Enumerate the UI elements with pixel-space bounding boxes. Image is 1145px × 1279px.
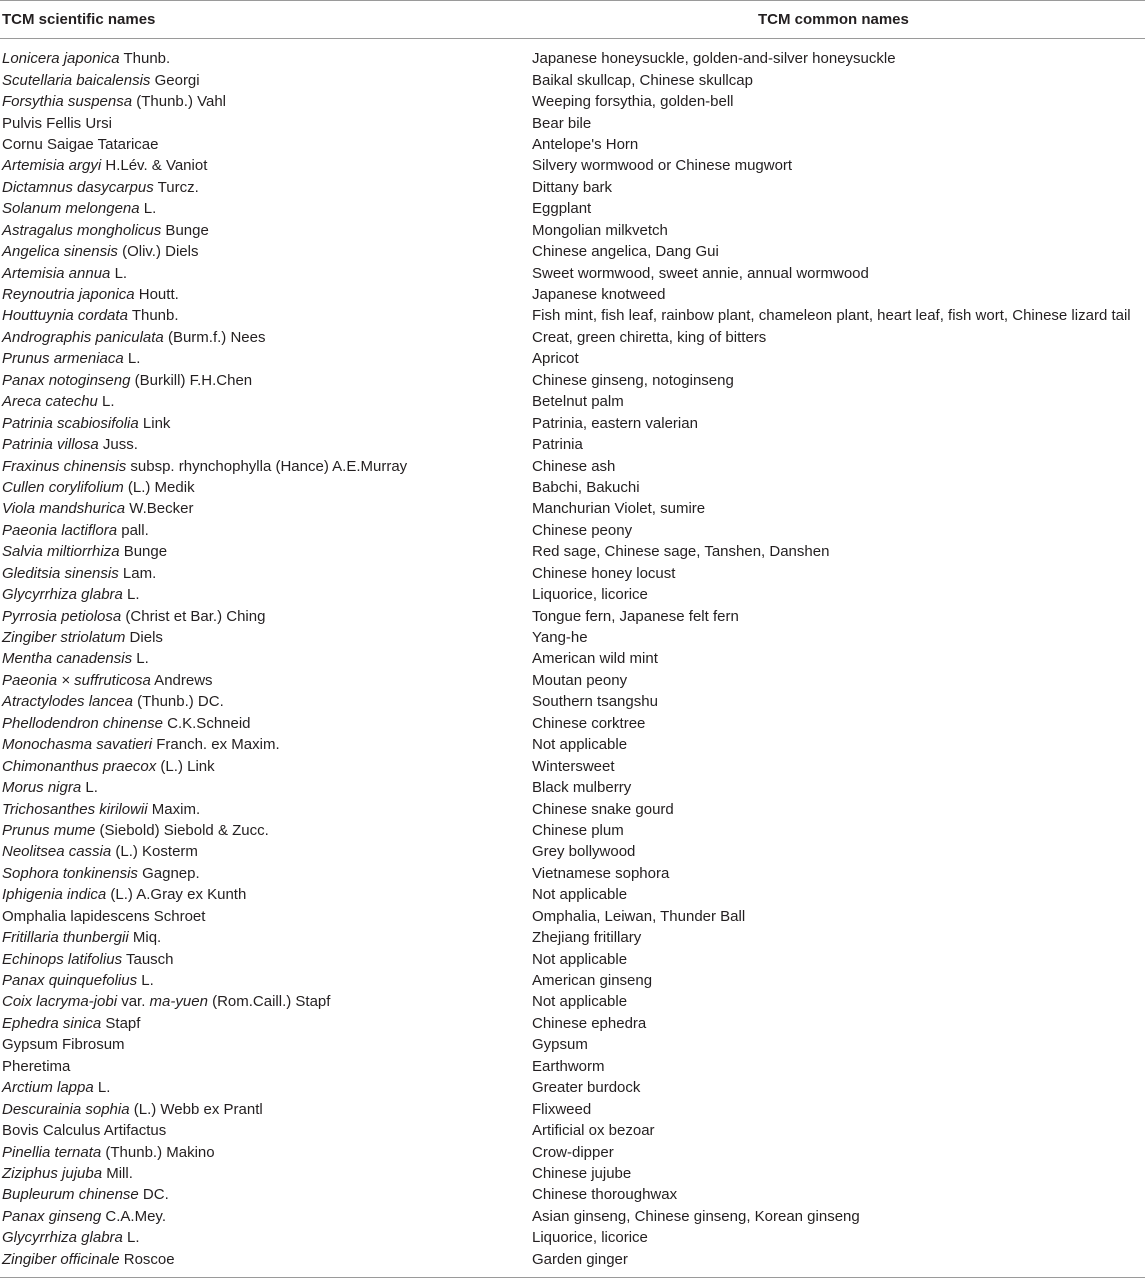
- table-row: [0, 1013, 1145, 1034]
- scientific-name-cell: [0, 200, 532, 217]
- table-row: [0, 412, 1145, 433]
- common-name-cell: Baikal skullcap, Chinese skullcap: [532, 71, 753, 89]
- table-row: [0, 648, 1145, 669]
- species-name-italic: Zingiber officinale: [2, 1250, 120, 1268]
- authority-text: L.: [122, 1229, 140, 1247]
- common-name-cell: Chinese plum: [532, 821, 624, 839]
- authority-text: Bunge: [161, 221, 209, 239]
- scientific-name-cell: [0, 865, 532, 882]
- table-row: [0, 1034, 1145, 1055]
- authority-text: Link: [138, 414, 171, 432]
- species-name-italic: Coix lacryma-jobi: [2, 993, 118, 1011]
- table-row: [0, 605, 1145, 626]
- species-name-italic: Zingiber striolatum: [2, 629, 126, 647]
- scientific-name-cell: [0, 329, 532, 346]
- table-row: [0, 48, 1145, 69]
- common-name-cell: Omphalia, Leiwan, Thunder Ball: [532, 907, 746, 925]
- common-name-cell: Dittany bark: [532, 178, 613, 196]
- scientific-name-cell: [0, 1015, 532, 1032]
- common-name-cell: Silvery wormwood or Chinese mugwort: [532, 157, 793, 175]
- table-row: [0, 498, 1145, 519]
- species-name-italic: Scutellaria baicalensis: [2, 71, 151, 89]
- common-name-cell: Black mulberry: [532, 779, 632, 797]
- common-name-cell: Not applicable: [532, 886, 628, 904]
- common-name-cell: Creat, green chiretta, king of bitters: [532, 328, 767, 346]
- species-name-italic: Morus nigra: [2, 779, 82, 797]
- species-name-italic: Areca catechu: [2, 393, 98, 411]
- common-name-cell: Eggplant: [532, 200, 592, 218]
- species-name-italic: Gleditsia sinensis: [2, 564, 119, 582]
- scientific-name-cell: [0, 72, 532, 89]
- table-row: [0, 541, 1145, 562]
- table-row: [0, 177, 1145, 198]
- species-name-italic: Descurainia sophia: [2, 1100, 130, 1118]
- species-name-italic: Fraxinus chinensis: [2, 457, 127, 475]
- species-name-italic: Arctium lappa: [2, 1079, 94, 1097]
- table-row: [0, 820, 1145, 841]
- table-row: [0, 1141, 1145, 1162]
- common-name-cell: Weeping forsythia, golden-bell: [532, 93, 734, 111]
- authority-text: (Siebold) Siebold & Zucc.: [95, 821, 269, 839]
- authority-text: Gypsum Fibrosum: [2, 1036, 125, 1054]
- common-name-cell: Chinese ginseng, notoginseng: [532, 371, 734, 389]
- common-name-cell: Red sage, Chinese sage, Tanshen, Danshen: [532, 543, 830, 561]
- species-name-italic: Artemisia argyi: [2, 157, 102, 175]
- scientific-name-cell: [0, 458, 532, 475]
- table-row: [0, 755, 1145, 776]
- authority-text: (L.) Medik: [123, 478, 195, 496]
- scientific-name-cell: [0, 758, 532, 775]
- table-row: [0, 348, 1145, 369]
- common-name-cell: Babchi, Bakuchi: [532, 478, 640, 496]
- authority-text: Stapf: [101, 1014, 141, 1032]
- table-row: [0, 863, 1145, 884]
- species-name-italic: Cullen corylifolium: [2, 478, 124, 496]
- scientific-name-cell: [0, 693, 532, 710]
- common-name-cell: Southern tsangshu: [532, 693, 658, 711]
- common-name-cell: Chinese snake gourd: [532, 800, 674, 818]
- species-name-italic: Pyrrosia petiolosa: [2, 607, 122, 625]
- authority-text: Andrews: [150, 671, 213, 689]
- authority-text: (Oliv.) Diels: [117, 243, 199, 261]
- table-row: [0, 112, 1145, 133]
- authority-text: H.Lév. & Vaniot: [101, 157, 208, 175]
- table-body: [0, 48, 1145, 1270]
- common-name-cell: Patrinia, eastern valerian: [532, 414, 698, 432]
- scientific-name-cell: [0, 1208, 532, 1225]
- scientific-name-cell: [0, 650, 532, 667]
- authority-text: (Burkill) F.H.Chen: [130, 371, 253, 389]
- authority-text: Bovis Calculus Artifactus: [2, 1122, 167, 1140]
- scientific-name-cell: [0, 115, 532, 132]
- authority-text: pall.: [117, 521, 149, 539]
- species-name-italic: Prunus armeniaca: [2, 350, 124, 368]
- table-row: [0, 1056, 1145, 1077]
- table-row: [0, 777, 1145, 798]
- table-row: [0, 948, 1145, 969]
- common-name-cell: Apricot: [532, 350, 579, 368]
- table-row: [0, 155, 1145, 176]
- common-name-cell: Grey bollywood: [532, 843, 636, 861]
- species-name-italic: Artemisia annua: [2, 264, 111, 282]
- scientific-name-cell: [0, 993, 532, 1010]
- scientific-name-cell: [0, 1122, 532, 1139]
- species-name-italic: Fritillaria thunbergii: [2, 929, 129, 947]
- table-row: [0, 670, 1145, 691]
- authority-text: (Thunb.) Makino: [101, 1143, 215, 1161]
- table-row: [0, 284, 1145, 305]
- authority-text: (Burm.f.) Nees: [163, 328, 266, 346]
- table-row: [0, 734, 1145, 755]
- species-name-italic: Salvia miltiorrhiza: [2, 543, 120, 561]
- species-name-italic: Reynoutria japonica: [2, 286, 135, 304]
- authority-text: L.: [97, 393, 115, 411]
- scientific-name-cell: [0, 779, 532, 796]
- common-name-cell: Chinese honey locust: [532, 564, 676, 582]
- common-name-cell: Chinese jujube: [532, 1164, 632, 1182]
- table-row: [0, 884, 1145, 905]
- authority-text: Georgi: [150, 71, 200, 89]
- authority-text: L.: [137, 972, 154, 990]
- common-name-cell: Antelope's Horn: [532, 135, 639, 153]
- common-name-cell: Garden ginger: [532, 1250, 628, 1268]
- table-row: [0, 1098, 1145, 1119]
- authority-text: C.A.Mey.: [101, 1207, 166, 1225]
- common-name-cell: Flixweed: [532, 1100, 592, 1118]
- table-row: [0, 927, 1145, 948]
- common-name-cell: Fish mint, fish leaf, rainbow plant, chameleon plant, heart leaf, fish wort, Chinese lizard tail: [532, 307, 1131, 325]
- species-name-italic: ma-yuen: [149, 993, 208, 1011]
- species-name-italic: Echinops latifolius: [2, 950, 123, 968]
- common-name-cell: Mongolian milkvetch: [532, 221, 668, 239]
- species-name-italic: Houttuynia cordata: [2, 307, 128, 325]
- table-row: [0, 1184, 1145, 1205]
- common-name-cell: American wild mint: [532, 650, 658, 668]
- common-name-cell: Not applicable: [532, 950, 628, 968]
- table-row: [0, 477, 1145, 498]
- species-name-italic: Sophora tonkinensis: [2, 864, 138, 882]
- table-row: [0, 798, 1145, 819]
- scientific-name-cell: [0, 715, 532, 732]
- scientific-name-cell: [0, 972, 532, 989]
- table-row: [0, 906, 1145, 927]
- table-row: [0, 1249, 1145, 1270]
- common-name-cell: Patrinia: [532, 436, 583, 454]
- common-name-cell: Crow-dipper: [532, 1143, 614, 1161]
- common-name-cell: Yang-he: [532, 629, 588, 647]
- common-name-cell: Chinese corktree: [532, 714, 646, 732]
- common-name-cell: Liquorice, licorice: [532, 586, 648, 604]
- species-name-italic: Neolitsea cassia: [2, 843, 112, 861]
- common-name-cell: Artificial ox bezoar: [532, 1122, 655, 1140]
- common-name-cell: Asian ginseng, Chinese ginseng, Korean ginseng: [532, 1207, 860, 1225]
- scientific-name-cell: [0, 1101, 532, 1118]
- authority-text: L.: [110, 264, 128, 282]
- common-name-cell: American ginseng: [532, 972, 653, 990]
- species-name-italic: Atractylodes lancea: [2, 693, 133, 711]
- species-name-italic: Iphigenia indica: [2, 886, 107, 904]
- table-row: [0, 1206, 1145, 1227]
- authority-text: Omphalia lapidescens Schroet: [2, 907, 206, 925]
- table-row: [0, 370, 1145, 391]
- authority-text: L.: [132, 650, 149, 668]
- authority-text: C.K.Schneid: [162, 714, 251, 732]
- table-row: [0, 991, 1145, 1012]
- common-name-cell: Earthworm: [532, 1057, 605, 1075]
- scientific-name-cell: [0, 822, 532, 839]
- authority-text: (Thunb.) Vahl: [132, 93, 227, 111]
- scientific-name-cell: [0, 222, 532, 239]
- common-name-cell: Chinese angelica, Dang Gui: [532, 243, 719, 261]
- scientific-name-cell: [0, 522, 532, 539]
- common-name-cell: Chinese ash: [532, 457, 616, 475]
- authority-text: (L.) A.Gray ex Kunth: [106, 886, 247, 904]
- species-name-italic: Patrinia scabiosifolia: [2, 414, 139, 432]
- authority-text: (Rom.Caill.) Stapf: [207, 993, 331, 1011]
- table-row: [0, 327, 1145, 348]
- common-name-cell: Tongue fern, Japanese felt fern: [532, 607, 739, 625]
- species-name-italic: Phellodendron chinense: [2, 714, 163, 732]
- scientific-name-cell: [0, 629, 532, 646]
- scientific-name-cell: [0, 1165, 532, 1182]
- species-name-italic: Panax ginseng: [2, 1207, 102, 1225]
- table-row: [0, 262, 1145, 283]
- authority-text: Lam.: [118, 564, 157, 582]
- table-row: [0, 627, 1145, 648]
- common-name-cell: Bear bile: [532, 114, 592, 132]
- scientific-name-cell: [0, 908, 532, 925]
- table-row: [0, 584, 1145, 605]
- authority-text: (L.) Webb ex Prantl: [129, 1100, 263, 1118]
- common-name-cell: Vietnamese sophora: [532, 864, 670, 882]
- species-name-italic: Trichosanthes kirilowii: [2, 800, 148, 818]
- authority-text: L.: [81, 779, 98, 797]
- authority-text: Houtt.: [134, 286, 179, 304]
- species-name-italic: Lonicera japonica: [2, 50, 120, 68]
- authority-text: (L.) Kosterm: [111, 843, 198, 861]
- authority-text: subsp. rhynchophylla (Hance) A.E.Murray: [126, 457, 408, 475]
- species-name-italic: Bupleurum chinense: [2, 1186, 139, 1204]
- scientific-name-cell: [0, 179, 532, 196]
- authority-text: (Thunb.) DC.: [132, 693, 224, 711]
- scientific-name-cell: [0, 372, 532, 389]
- species-name-italic: Solanum melongena: [2, 200, 140, 218]
- scientific-name-cell: [0, 1144, 532, 1161]
- common-name-cell: Chinese peony: [532, 521, 633, 539]
- common-name-cell: Moutan peony: [532, 671, 628, 689]
- species-name-italic: Paeonia × suffruticosa: [2, 671, 151, 689]
- table-row: [0, 391, 1145, 412]
- table-row: [0, 134, 1145, 155]
- authority-text: L.: [122, 586, 140, 604]
- authority-text: Thunb.: [127, 307, 179, 325]
- scientific-name-cell: [0, 886, 532, 903]
- scientific-name-cell: [0, 1079, 532, 1096]
- scientific-name-cell: [0, 393, 532, 410]
- common-name-cell: Japanese knotweed: [532, 286, 666, 304]
- species-name-italic: Astragalus mongholicus: [2, 221, 162, 239]
- scientific-name-cell: [0, 436, 532, 453]
- common-name-cell: Zhejiang fritillary: [532, 929, 642, 947]
- table-row: [0, 455, 1145, 476]
- scientific-name-cell: [0, 608, 532, 625]
- table-row: [0, 563, 1145, 584]
- species-name-italic: Chimonanthus praecox: [2, 757, 157, 775]
- table-row: [0, 434, 1145, 455]
- table-row: [0, 970, 1145, 991]
- species-name-italic: Forsythia suspensa: [2, 93, 133, 111]
- species-name-italic: Ephedra sinica: [2, 1014, 102, 1032]
- authority-text: DC.: [138, 1186, 169, 1204]
- table-row: [0, 220, 1145, 241]
- common-name-cell: Betelnut palm: [532, 393, 624, 411]
- species-name-italic: Viola mandshurica: [2, 500, 126, 518]
- common-name-cell: Not applicable: [532, 736, 628, 754]
- authority-text: Maxim.: [147, 800, 201, 818]
- table-row: [0, 241, 1145, 262]
- authority-text: L.: [139, 200, 157, 218]
- scientific-name-cell: [0, 543, 532, 560]
- common-name-cell: Greater burdock: [532, 1079, 641, 1097]
- authority-text: Juss.: [98, 436, 138, 454]
- table-row: [0, 713, 1145, 734]
- scientific-name-cell: [0, 415, 532, 432]
- scientific-name-cell: [0, 1036, 532, 1053]
- table-header: [0, 0, 1145, 38]
- table-row: [0, 841, 1145, 862]
- scientific-name-cell: [0, 50, 532, 67]
- table-row: [0, 1120, 1145, 1141]
- scientific-name-cell: [0, 736, 532, 753]
- species-name-italic: Glycyrrhiza glabra: [2, 586, 123, 604]
- scientific-name-cell: [0, 843, 532, 860]
- scientific-name-cell: [0, 286, 532, 303]
- header-scientific-names: TCM scientific names: [2, 11, 156, 28]
- authority-text: L.: [123, 350, 141, 368]
- table-row: [0, 69, 1145, 90]
- header-rule: [0, 38, 1145, 39]
- species-name-italic: Patrinia villosa: [2, 436, 99, 454]
- scientific-name-cell: [0, 929, 532, 946]
- common-name-cell: Manchurian Violet, sumire: [532, 500, 706, 518]
- species-name-italic: Monochasma savatieri: [2, 736, 153, 754]
- table-row: [0, 91, 1145, 112]
- common-name-cell: Chinese thoroughwax: [532, 1186, 678, 1204]
- common-name-cell: Gypsum: [532, 1036, 588, 1054]
- species-name-italic: Mentha canadensis: [2, 650, 133, 668]
- table-row: [0, 1077, 1145, 1098]
- species-name-italic: Angelica sinensis: [2, 243, 118, 261]
- scientific-name-cell: [0, 307, 532, 324]
- authority-text: L.: [93, 1079, 111, 1097]
- authority-text: Pheretima: [2, 1057, 71, 1075]
- scientific-name-cell: [0, 951, 532, 968]
- scientific-name-cell: [0, 801, 532, 818]
- common-name-cell: Sweet wormwood, sweet annie, annual wormwood: [532, 264, 869, 282]
- authority-text: var.: [117, 993, 150, 1011]
- scientific-name-cell: [0, 565, 532, 582]
- table-row: [0, 1227, 1145, 1248]
- authority-text: Thunb.: [119, 50, 171, 68]
- species-name-italic: Glycyrrhiza glabra: [2, 1229, 123, 1247]
- scientific-name-cell: [0, 1186, 532, 1203]
- species-name-italic: Pinellia ternata: [2, 1143, 102, 1161]
- species-name-italic: Paeonia lactiflora: [2, 521, 118, 539]
- scientific-name-cell: [0, 136, 532, 153]
- authority-text: Mill.: [102, 1164, 133, 1182]
- scientific-name-cell: [0, 1229, 532, 1246]
- scientific-name-cell: [0, 479, 532, 496]
- authority-text: Franch. ex Maxim.: [152, 736, 280, 754]
- table-row: [0, 305, 1145, 326]
- scientific-name-cell: [0, 350, 532, 367]
- bottom-rule: [0, 1277, 1145, 1278]
- common-name-cell: Liquorice, licorice: [532, 1229, 648, 1247]
- common-name-cell: Wintersweet: [532, 757, 615, 775]
- scientific-name-cell: [0, 672, 532, 689]
- scientific-name-cell: [0, 243, 532, 260]
- species-name-italic: Ziziphus jujuba: [2, 1164, 103, 1182]
- scientific-name-cell: [0, 157, 532, 174]
- scientific-name-cell: [0, 1251, 532, 1268]
- authority-text: Turcz.: [153, 178, 199, 196]
- authority-text: Diels: [125, 629, 163, 647]
- scientific-name-cell: [0, 500, 532, 517]
- authority-text: Pulvis Fellis Ursi: [2, 114, 113, 132]
- species-name-italic: Panax notoginseng: [2, 371, 131, 389]
- common-name-cell: Not applicable: [532, 993, 628, 1011]
- authority-text: Roscoe: [119, 1250, 175, 1268]
- authority-text: (Christ et Bar.) Ching: [121, 607, 266, 625]
- common-name-cell: Chinese ephedra: [532, 1014, 647, 1032]
- authority-text: Tausch: [122, 950, 174, 968]
- scientific-name-cell: [0, 1058, 532, 1075]
- species-name-italic: Andrographis paniculata: [2, 328, 164, 346]
- scientific-name-cell: [0, 93, 532, 110]
- scientific-name-cell: [0, 586, 532, 603]
- table-row: [0, 198, 1145, 219]
- scientific-name-cell: [0, 265, 532, 282]
- authority-text: Bunge: [119, 543, 168, 561]
- authority-text: Cornu Saigae Tataricae: [2, 135, 159, 153]
- authority-text: W.Becker: [125, 500, 194, 518]
- common-name-cell: Japanese honeysuckle, golden-and-silver honeysuckle: [532, 50, 896, 68]
- table-row: [0, 691, 1145, 712]
- table-row: [0, 1163, 1145, 1184]
- header-common-names: TCM common names: [758, 11, 909, 28]
- authority-text: Gagnep.: [137, 864, 200, 882]
- authority-text: Miq.: [128, 929, 162, 947]
- table-row: [0, 520, 1145, 541]
- species-name-italic: Dictamnus dasycarpus: [2, 178, 154, 196]
- species-name-italic: Panax quinquefolius: [2, 972, 138, 990]
- authority-text: (L.) Link: [156, 757, 215, 775]
- species-name-italic: Prunus mume: [2, 821, 96, 839]
